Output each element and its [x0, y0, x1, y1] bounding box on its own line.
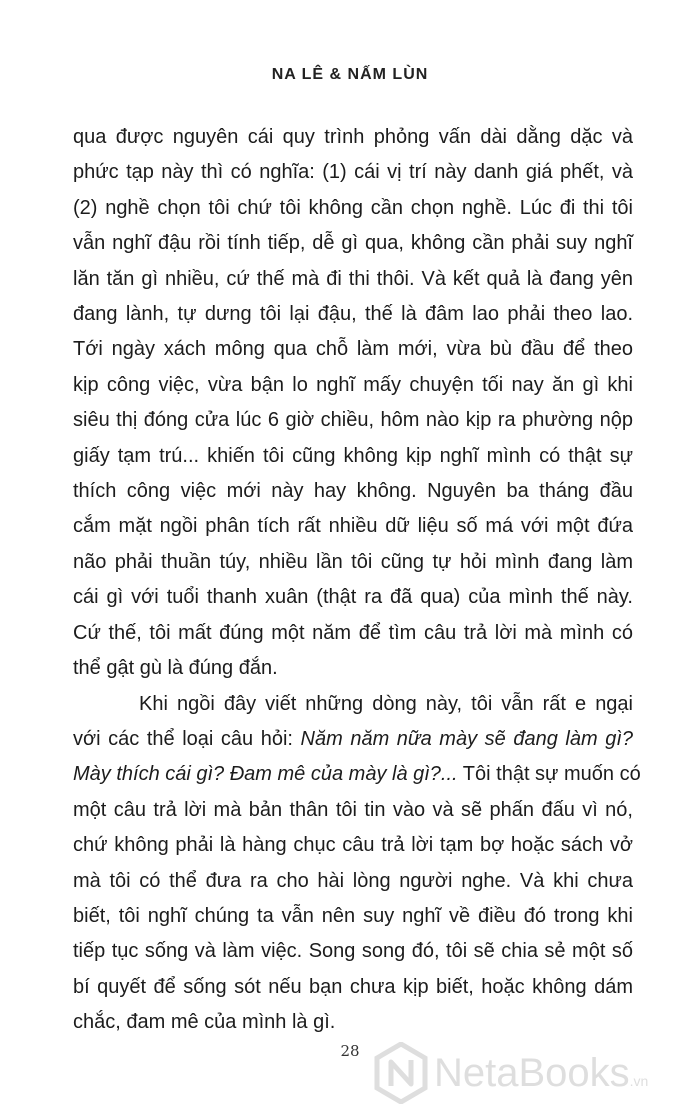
italic-question: Mày thích cái gì? Đam mê của mày là gì?... [73, 763, 458, 786]
page-number: 28 [340, 1042, 360, 1060]
text-line: cắm mặt ngồi phân tích rất nhiều dữ liệu số má với một đứa [73, 515, 633, 538]
text-line: vẫn nghĩ đậu rồi tính tiếp, dễ gì qua, không cần phải suy nghĩ [73, 232, 633, 255]
text-line: phức tạp này thì có nghĩa: (1) cái vị trí này danh giá phết, và [73, 161, 633, 184]
text-line: (2) nghề chọn tôi chứ tôi không cần chọn nghề. Lúc đi thi tôi [73, 196, 633, 219]
text-line: giấy tạm trú... khiến tôi cũng không kịp nghĩ mình có thật sự [73, 444, 633, 467]
text-line: thích công việc mới này hay không. Nguyên ba tháng đầu [73, 480, 633, 503]
text-line: siêu thị đóng cửa lúc 6 giờ chiều, hôm nào kịp ra phường nộp [73, 409, 633, 432]
paragraph-1 [73, 120, 633, 687]
netabooks-logo-icon [374, 1042, 428, 1104]
watermark [374, 1040, 648, 1106]
text-line-mixed [73, 757, 641, 792]
text-line: não phải thuần túy, nhiều lần tôi cũng tự hỏi mình đang làm [73, 550, 633, 573]
text-line-mixed [73, 722, 633, 757]
text-line: Tới ngày xách mông qua chỗ làm mới, vừa bù đầu để theo [73, 338, 633, 361]
paragraph-2 [73, 687, 641, 1041]
text-line: một câu trả lời mà bản thân tôi tin vào và sẽ phấn đấu vì nó, [73, 798, 633, 821]
text-run: với các thể loại câu hỏi: [73, 727, 301, 750]
text-line: lăn tăn gì nhiều, cứ thế mà đi thi thôi. Và kết quả là đang yên [73, 267, 633, 290]
text-line: kịp công việc, vừa bận lo nghĩ mấy chuyện tối nay ăn gì khi [73, 373, 633, 396]
text-line: chứ không phải là hàng chục câu trả lời tạm bợ hoặc sách vở [73, 834, 633, 857]
italic-question: Năm năm nữa mày sẽ đang làm gì? [300, 727, 633, 750]
text-line: biết, tôi nghĩ chúng ta vẫn nên suy nghĩ về điều đó trong khi [73, 904, 633, 927]
running-header: NA LÊ & NẤM LÙN [271, 66, 429, 83]
text-line: tiếp tục sống và làm việc. Song song đó, tôi sẽ chia sẻ một số [73, 940, 633, 963]
watermark-text [434, 1051, 648, 1096]
text-line: bí quyết để sống sót nếu bạn chưa kịp biết, hoặc không dám [73, 975, 633, 998]
text-line: qua được nguyên cái quy trình phỏng vấn dài dằng dặc và [73, 126, 633, 148]
watermark-brand: NetaBooks [434, 1050, 630, 1095]
text-line: Cứ thế, tôi mất đúng một năm để tìm câu trả lời mà mình có [73, 621, 633, 644]
watermark-suffix: .vn [629, 1072, 649, 1089]
text-line: thể gật gù là đúng đắn. [73, 657, 278, 680]
text-line: chắc, đam mê của mình là gì. [73, 1011, 336, 1034]
body-text [73, 120, 641, 1041]
text-line: cái gì với tuổi thanh xuân (thật ra đã qua) của mình thế này. [73, 586, 633, 609]
text-line: mà tôi có thể đưa ra cho hài lòng người nghe. Và khi chưa [73, 869, 633, 892]
text-line: đang lành, tự dưng tôi lại đậu, thế là đâm lao phải theo lao. [73, 303, 633, 326]
text-line: Khi ngồi đây viết những dòng này, tôi vẫn rất e ngại [139, 692, 633, 715]
text-run: Tôi thật sự muốn có [457, 763, 641, 786]
